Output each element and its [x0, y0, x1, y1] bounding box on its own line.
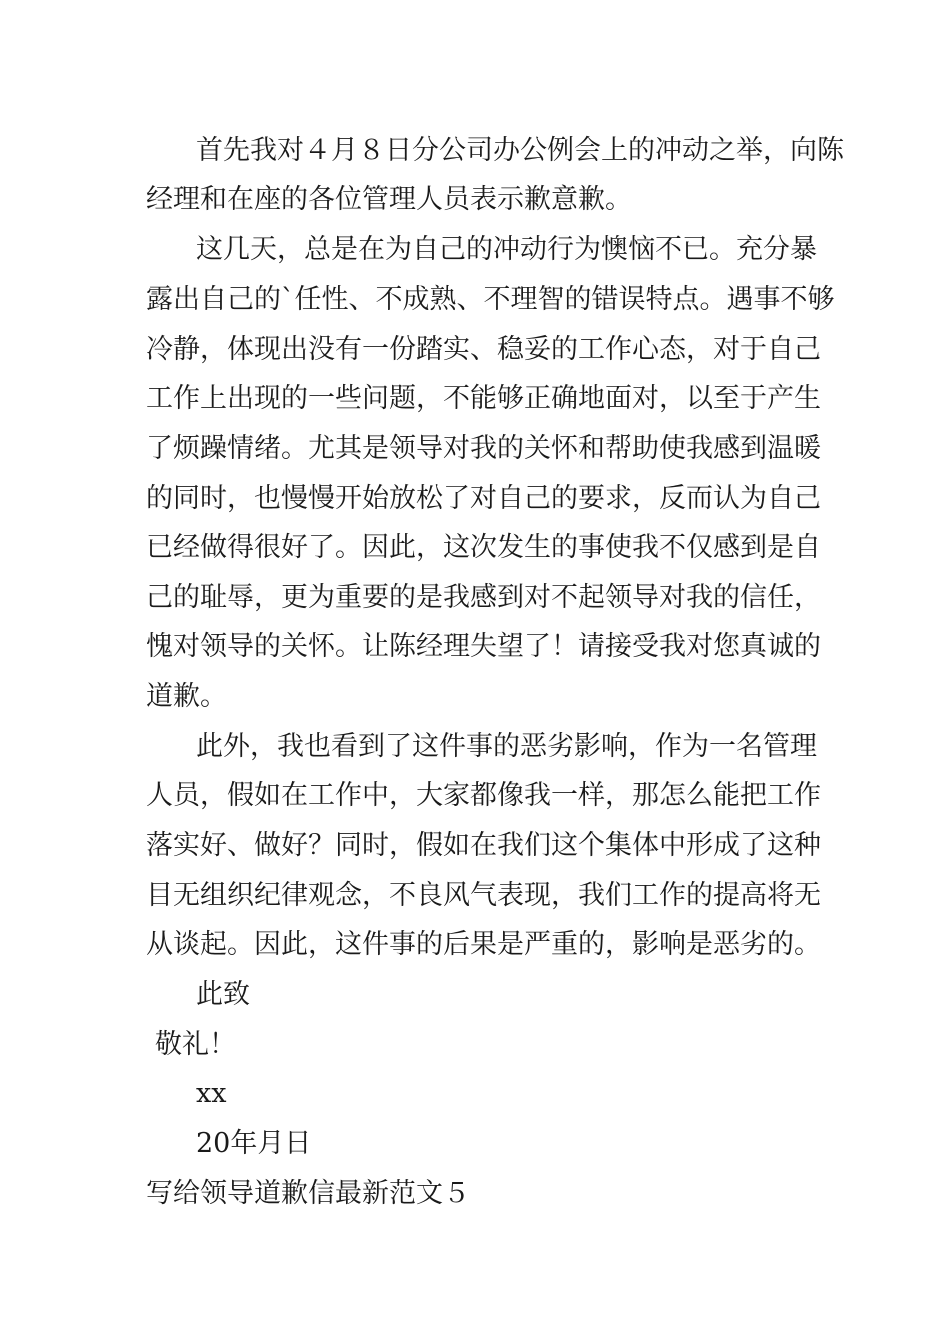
paragraph-3-line-4: 目无组织纪律观念，不良风气表现，我们工作的提高将无 [146, 880, 821, 911]
paragraph-1-line-2: 经理和在座的各位管理人员表示歉意歉。 [146, 184, 632, 215]
paragraph-2-line-10: 道歉。 [146, 681, 227, 712]
closing-line: 此致 [196, 979, 250, 1010]
paragraph-2-line-4: 工作上出现的一些问题，不能够正确地面对，以至于产生 [146, 383, 821, 414]
paragraph-2-line-8: 己的耻辱，更为重要的是我感到对不起领导对我的信任， [146, 582, 821, 613]
paragraph-2-line-6: 的同时，也慢慢开始放松了对自己的要求，反而认为自己 [146, 483, 821, 514]
paragraph-2-line-7: 已经做得很好了。因此，这次发生的事使我不仅感到是自 [146, 532, 821, 563]
date-line: 20年月日 [196, 1128, 312, 1159]
signature-line: xx [196, 1078, 227, 1109]
paragraph-3-line-1: 此外，我也看到了这件事的恶劣影响，作为一名管理 [196, 731, 817, 762]
salutation-line: 敬礼！ [155, 1029, 236, 1060]
paragraph-2-line-1: 这几天，总是在为自己的冲动行为懊恼不已。充分暴 [196, 234, 817, 265]
paragraph-2-line-3: 冷静，体现出没有一份踏实、稳妥的工作心态，对于自己 [146, 334, 821, 365]
paragraph-2-line-5: 了烦躁情绪。尤其是领导对我的关怀和帮助使我感到温暖 [146, 433, 821, 464]
paragraph-2-line-2: 露出自己的`任性、不成熟、不理智的错误特点。遇事不够 [146, 284, 835, 315]
paragraph-3-line-5: 从谈起。因此，这件事的后果是严重的，影响是恶劣的。 [146, 929, 821, 960]
paragraph-2-line-9: 愧对领导的关怀。让陈经理失望了！请接受我对您真诚的 [146, 631, 821, 662]
paragraph-3-line-3: 落实好、做好？同时，假如在我们这个集体中形成了这种 [146, 830, 821, 861]
next-section-title: 写给领导道歉信最新范文５ [146, 1178, 470, 1209]
paragraph-3-line-2: 人员，假如在工作中，大家都像我一样，那怎么能把工作 [146, 780, 821, 811]
paragraph-1-line-1: 首先我对４月８日分公司办公例会上的冲动之举，向陈 [196, 135, 844, 166]
